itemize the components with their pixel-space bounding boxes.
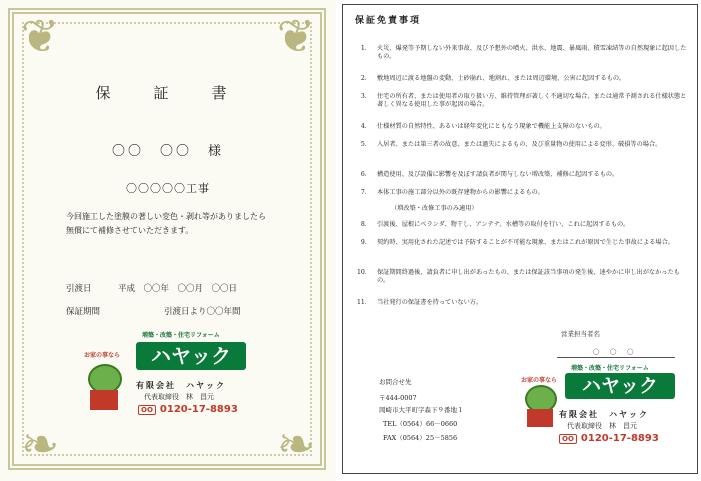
exemption-item: 7． 本体工事の施工部分以外の既存建物からの影響によるもの。	[360, 189, 544, 196]
logo-badge: お家の事なら	[84, 352, 121, 359]
recipient-name: 〇〇 〇〇 様	[111, 144, 224, 159]
house-icon	[527, 409, 553, 427]
house-icon	[90, 390, 118, 410]
sales-rep-label: 営業担当者名	[561, 330, 600, 338]
tel-number: TEL（0564）66－0660	[383, 420, 458, 428]
warranty-certificate	[0, 0, 336, 481]
phoenix-ornament-icon: ❦	[276, 9, 316, 63]
logo-badge: お家の事なら	[521, 377, 558, 384]
zip-code: 〒444-0007	[379, 394, 417, 402]
company-name: 有限会社 ハヤック	[559, 409, 649, 419]
warranty-period-label: 保証期間	[66, 307, 101, 317]
freedial-icon: OO	[138, 405, 156, 415]
fax-number: FAX（0564）25－5856	[383, 434, 458, 442]
exemption-note: （増改築・改修工事のみ適用）	[391, 205, 478, 212]
flourish-ornament-icon: ❧	[276, 417, 316, 471]
phoenix-ornament-icon: ❦	[20, 9, 60, 63]
company-name: 有限会社 ハヤック	[136, 380, 226, 390]
representative: 代表取締役 林 昌元	[567, 422, 637, 430]
exemption-item: 9． 契約時、実用化された記述では予防することが不可能な現象、またはこれが原因で生じた事故による場合。	[360, 239, 674, 246]
work-name: 〇〇〇〇〇工事	[126, 182, 210, 195]
warranty-period-value: 引渡日より〇〇年間	[164, 307, 241, 317]
exemption-item: 4． 仕様材質の自然特性、あるいは経年変化にともなう現象で機能上支障のないもの。	[360, 123, 606, 130]
exemption-item: 11． 当社発行の保証書を持っていない方。	[356, 299, 483, 306]
logo-tagline: 増築・改築・住宅リフォーム	[142, 332, 220, 339]
delivery-date-value: 平成 〇〇年 〇〇月 〇〇日	[118, 284, 238, 294]
representative: 代表取締役 林 昌元	[144, 393, 214, 401]
exemption-item: 3． 住宅の所有者、または使用者の取り扱い方、維持管理が著しく不適切な場合、または通常予測される仕様状態と著しく異なる使用した事が起因の場合。	[360, 93, 687, 108]
exemption-item: 2． 敷地周辺に渡る地盤の変動、土砂崩れ、地割れ、または周辺環境、公害に起因するもの。	[360, 75, 625, 82]
phone-number: OO 0120-17-8893	[559, 433, 659, 444]
logo-tagline: 増築・改築・住宅リフォーム	[571, 365, 649, 372]
company-logo	[519, 355, 695, 455]
exemptions-heading: 保証免責事項	[355, 16, 422, 26]
exemption-item: 10． 保証期間終過後、請負者に申し出があったもの、または保証該当事項の発生後、速やかに申し出がなかったもの。	[356, 269, 680, 284]
contact-label: お問合せ先	[379, 378, 412, 386]
certificate-title: 保 証 書	[95, 84, 241, 102]
delivery-date-label: 引渡日	[66, 284, 92, 294]
freedial-icon: OO	[559, 434, 577, 444]
certificate-text: 今回施工した塗膜の著しい変色・剥れ等がありましたら 無償にて補修させていただきます。	[66, 212, 266, 235]
exemption-item: 1． 火災、爆発等予期しない外来事故、及び予想外の噴火、洪水、地震、暴風雨、積雪凍結等の自然現象に起因したもの。	[360, 45, 687, 60]
phone-number: OO 0120-17-8893	[138, 404, 238, 415]
exemption-item: 6． 構造使用、及び設備に影響を及ぼす請負者が関与しない増改築、補修に起因するもの。	[360, 171, 619, 178]
exemption-item: 8． 引渡後、屋根にベランダ、物干し、アンテナ、水槽等の取付を行い、これに起因するもの。	[360, 221, 630, 228]
address: 岡崎市大平町字森下９番地１	[379, 406, 464, 414]
logo-name: ハヤック	[565, 373, 675, 399]
sales-rep-value: 〇 〇 〇	[593, 348, 636, 356]
exemptions-sheet	[342, 4, 698, 474]
flourish-ornament-icon: ❧	[20, 417, 60, 471]
company-logo	[80, 328, 260, 428]
logo-name: ハヤック	[136, 342, 246, 370]
exemption-item: 5． 入居者、または第三者の故意、または過失によるもの、及び重量物の使用による変形、破損等の場合。	[360, 141, 662, 148]
